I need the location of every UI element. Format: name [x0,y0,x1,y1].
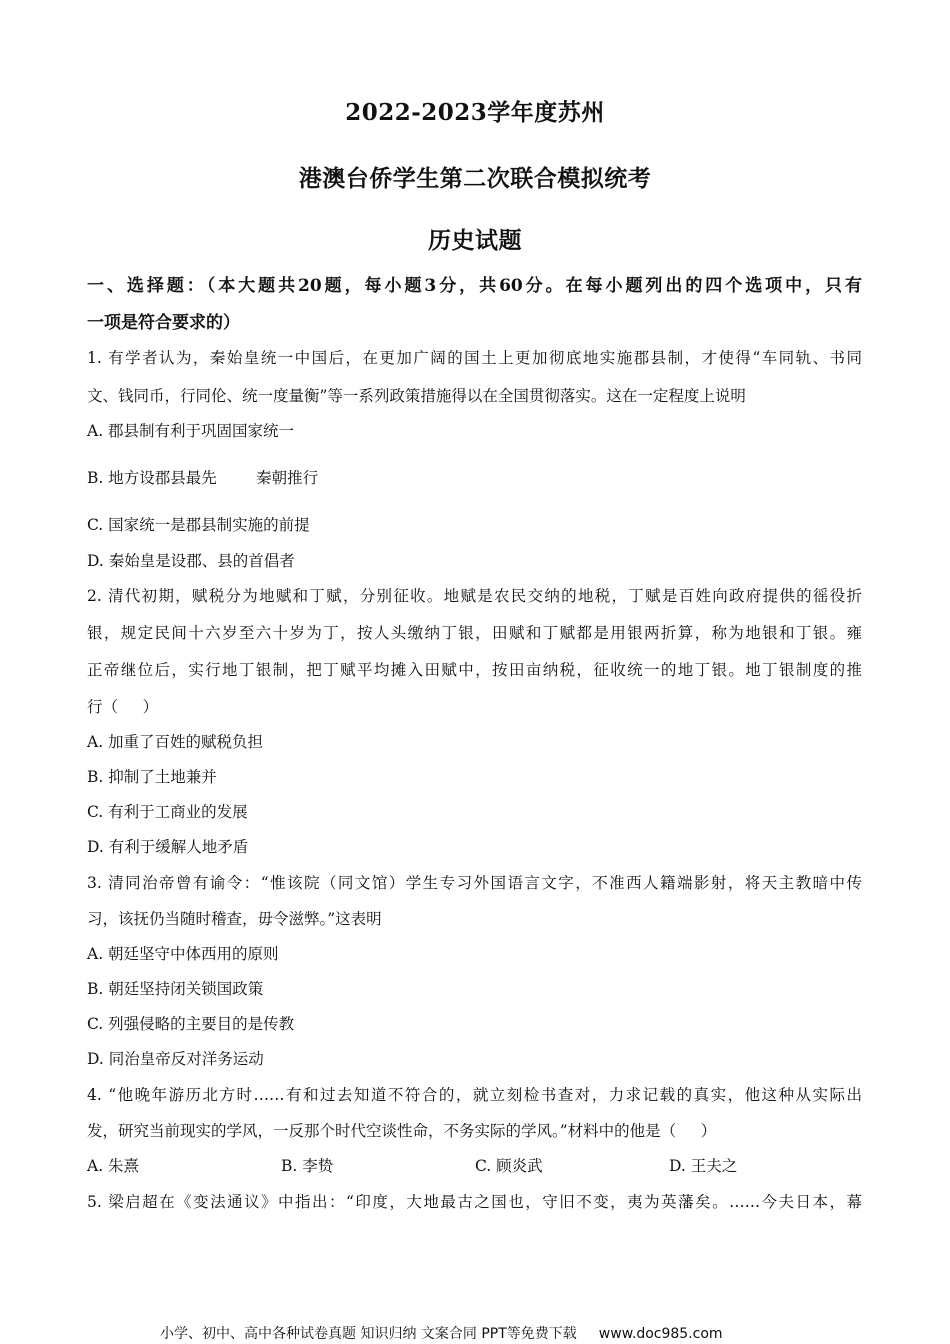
question-1-option-c: C. 国家统一是郡县制实施的前提 [87,516,310,534]
question-2-option-d: D. 有利于缓解人地矛盾 [87,838,249,856]
question-1-option-b: B. 地方设郡县最先 秦朝推行 [87,469,319,487]
question-4-stem-line-1: 4. “他晚年游历北方时……有和过去知道不符合的，就立刻检书查对，力求记载的真实，他这种从实际出 [87,1086,862,1104]
footer-link[interactable]: www.doc985.com [598,1326,723,1342]
question-3-option-b: B. 朝廷坚持闭关锁国政策 [87,980,264,998]
section-heading-line-1: 一、选择题：（本大题共20题，每小题3分，共60分。在每小题列出的四个选项中，只有 [87,276,862,296]
question-1-option-a: A. 郡县制有利于巩固国家统一 [87,422,295,440]
question-2-option-a: A. 加重了百姓的赋税负担 [87,733,264,751]
question-5-stem-line-1: 5. 梁启超在《变法通议》中指出：“印度，大地最古之国也，守旧不变，夷为英藩矣。……今夫日本，幕 [87,1193,862,1211]
question-2-stem-line-2: 银，规定民间十六岁至六十岁为丁，按人头缴纳丁银，田赋和丁赋都是用银两折算，称为地银和丁银。雍 [87,624,862,642]
footer-text: 小学、初中、高中各种试卷真题 知识归纳 文案合同 PPT等免费下载 [160,1326,577,1342]
question-1-stem-line-2: 文、钱同币，行同伦、统一度量衡”等一系列政策措施得以在全国贯彻落实。这在一定程度上说明 [87,387,746,405]
question-2-stem-line-3: 正帝继位后，实行地丁银制，把丁赋平均摊入田赋中，按田亩纳税，征收统一的地丁银。地丁银制度的推 [87,661,862,679]
question-2-option-c: C. 有利于工商业的发展 [87,803,248,821]
section-heading-line-2: 一项是符合要求的） [87,313,240,333]
question-3-stem-line-2: 习，该抚仍当随时稽查，毋令滋弊。”这表明 [87,910,382,928]
question-4-option-b: B. 李贽 [281,1157,334,1175]
question-4-stem-line-2: 发，研究当前现实的学风，一反那个时代空谈性命，不务实际的学风。”材料中的他是（ ） [87,1122,717,1140]
question-1-option-d: D. 秦始皇是设郡、县的首倡者 [87,552,295,570]
exam-title-name: 港澳台侨学生第二次联合模拟统考 [298,165,652,192]
question-4-option-c: C. 顾炎武 [475,1157,543,1175]
question-4-option-d: D. 王夫之 [669,1157,738,1175]
exam-title-subject: 历史试题 [428,227,522,254]
question-3-option-c: C. 列强侵略的主要目的是传教 [87,1015,295,1033]
exam-title-year: 2022-2023学年度苏州 [345,99,605,126]
question-2-option-b: B. 抑制了土地兼并 [87,768,217,786]
question-3-option-a: A. 朝廷坚守中体西用的原则 [87,945,279,963]
question-2-stem-line-1: 2. 清代初期，赋税分为地赋和丁赋，分别征收。地赋是农民交纳的地税，丁赋是百姓向政府提供的徭役折 [87,587,862,605]
question-2-stem-line-4: 行（ ） [87,698,159,716]
question-1-stem-line-1: 1. 有学者认为，秦始皇统一中国后，在更加广阔的国土上更加彻底地实施郡县制，才使得“车同轨、书同 [87,349,862,367]
page-footer [160,1323,723,1343]
question-3-option-d: D. 同治皇帝反对洋务运动 [87,1050,264,1068]
question-4-option-a: A. 朱熹 [87,1157,140,1175]
question-3-stem-line-1: 3. 清同治帝曾有谕令：“惟该院（同文馆）学生专习外国语言文字，不准西人籍端影射，将天主教暗中传 [87,874,862,892]
